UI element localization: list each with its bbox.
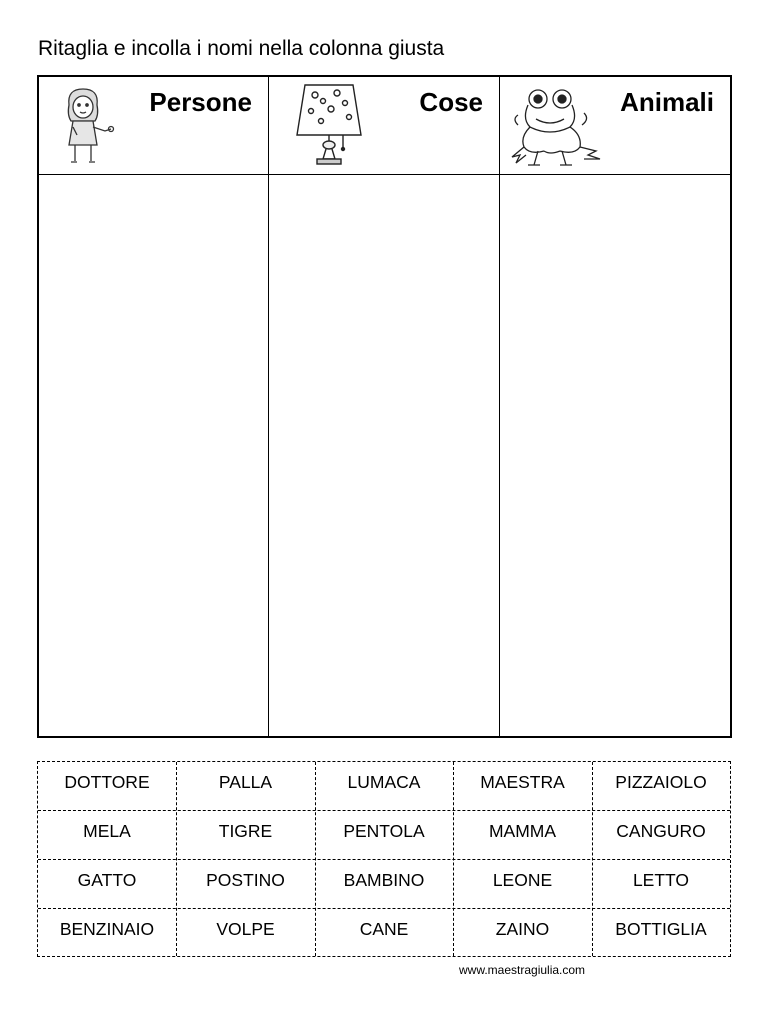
girl-icon <box>55 85 115 167</box>
word-card[interactable]: TIGRE <box>218 821 273 841</box>
word-card[interactable]: BOTTIGLIA <box>615 919 707 939</box>
word-card[interactable]: CANE <box>359 919 409 939</box>
word-card[interactable]: CANGURO <box>616 821 706 841</box>
word-card[interactable]: LEONE <box>492 870 553 890</box>
column-header-animali <box>500 77 730 174</box>
word-card[interactable]: VOLPE <box>216 919 275 939</box>
word-card[interactable]: BENZINAIO <box>59 919 155 939</box>
word-row <box>38 762 730 811</box>
word-card[interactable]: MAMMA <box>488 821 557 841</box>
word-card[interactable]: PALLA <box>218 772 273 792</box>
word-cutout-grid <box>37 761 731 957</box>
word-card[interactable]: MAESTRA <box>480 772 565 792</box>
word-card[interactable]: DOTTORE <box>64 772 150 792</box>
word-row <box>38 811 730 860</box>
word-row <box>38 909 730 958</box>
column-header-persone <box>39 77 268 174</box>
word-card[interactable]: LETTO <box>632 870 690 890</box>
frog-icon <box>508 85 604 169</box>
word-card[interactable]: MELA <box>83 821 131 841</box>
word-card[interactable]: ZAINO <box>495 919 550 939</box>
column-header-cose <box>269 77 499 174</box>
instruction-text: Ritaglia e incolla i nomi nella colonna giusta <box>38 37 445 60</box>
column-divider <box>268 77 269 736</box>
lamp-icon <box>293 81 365 169</box>
column-label: Persone <box>149 87 252 117</box>
word-card[interactable]: POSTINO <box>206 870 285 890</box>
header-divider <box>39 174 730 175</box>
footer-url: www.maestragiulia.com <box>459 963 586 977</box>
word-card[interactable]: BAMBINO <box>343 870 425 890</box>
sorting-table <box>37 75 732 738</box>
word-card[interactable]: PENTOLA <box>343 821 425 841</box>
word-card[interactable]: PIZZAIOLO <box>615 772 707 792</box>
column-label: Cose <box>419 87 483 117</box>
column-divider <box>499 77 500 736</box>
word-card[interactable]: GATTO <box>77 870 137 890</box>
column-label: Animali <box>620 87 714 117</box>
word-card[interactable]: LUMACA <box>347 772 421 792</box>
word-row <box>38 860 730 909</box>
